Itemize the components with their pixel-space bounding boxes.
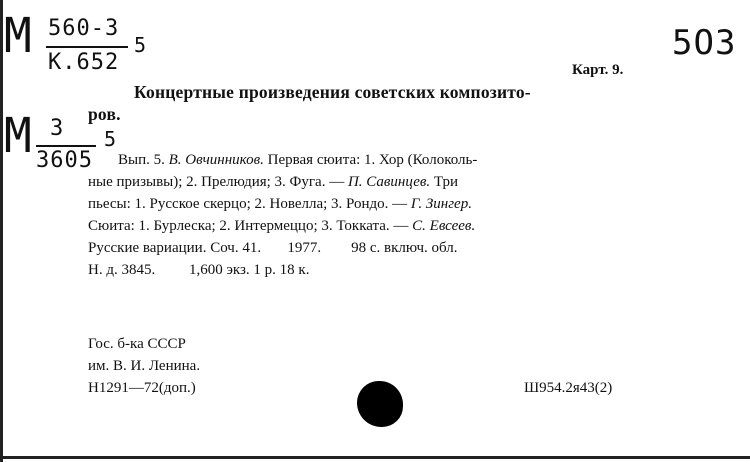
handwritten-letter-top: M	[4, 6, 32, 64]
handwritten-sup-top: 5	[134, 33, 148, 57]
handwritten-denominator-top: K.652	[48, 50, 120, 75]
library-name: Гос. б-ка СССР	[88, 336, 186, 352]
description-line: Сюита: 1. Бурлеска; 2. Интермеццо; 3. Токката. — С. Евсеев.	[88, 218, 476, 234]
shelf-classification: Ш954.2я43(2)	[524, 380, 613, 396]
handwritten-denominator-mid: 3605	[36, 148, 93, 173]
card-bottom-border	[0, 456, 750, 459]
handwritten-fraction-line-mid	[36, 145, 96, 147]
card-title: Концертные произведения советских композито-	[134, 82, 531, 102]
description-line: ные призывы); 2. Прелюдия; 3. Фуга. — П. Савинцев. Три	[88, 174, 459, 190]
handwritten-fraction-line-top	[46, 46, 128, 48]
library-name-continuation: им. В. И. Ленина.	[88, 358, 201, 374]
description-line: Вып. 5. В. Овчинников. Первая сюита: 1. Хор (Колоколь-	[118, 152, 478, 168]
punch-hole-blot	[357, 381, 403, 427]
handwritten-corner-number: 5ОЗ	[672, 23, 737, 63]
card-left-border	[0, 0, 3, 462]
description-line: Русские вариации. Соч. 41. 1977. 98 с. включ. обл.	[88, 240, 458, 256]
order-code: Н1291—72(доп.)	[88, 380, 196, 396]
handwritten-letter-mid: M	[4, 106, 32, 164]
handwritten-numerator-mid: 3	[50, 116, 65, 141]
handwritten-sup-mid: 5	[104, 127, 118, 151]
description-line: Н. д. 3845. 1,600 экз. 1 р. 18 к.	[88, 262, 310, 278]
description-line: пьесы: 1. Русское скерцо; 2. Новелла; 3. Рондо. — Г. Зингер.	[88, 196, 472, 212]
handwritten-numerator-top: 560-3	[48, 16, 120, 41]
card-title-continuation: ров.	[88, 104, 121, 124]
card-number: Карт. 9.	[572, 62, 624, 78]
